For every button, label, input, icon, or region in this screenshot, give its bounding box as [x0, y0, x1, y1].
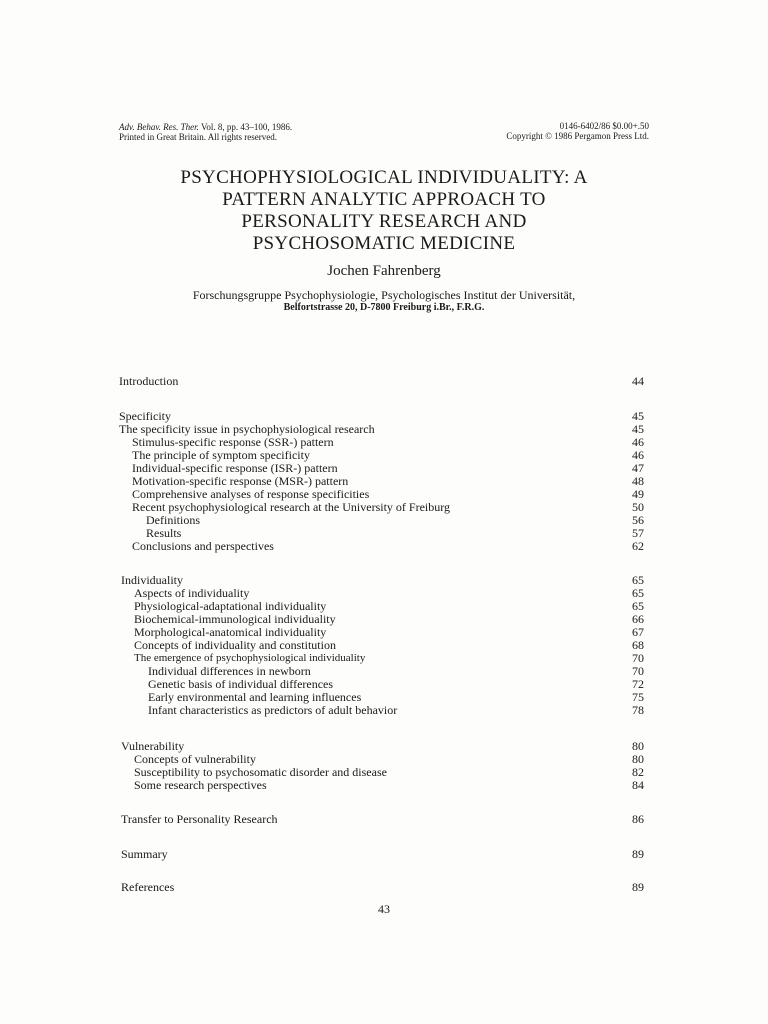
- toc-label: References: [121, 880, 175, 894]
- toc-page: 46: [632, 448, 644, 462]
- copyright-line: Copyright © 1986 Pergamon Press Ltd.: [506, 131, 649, 141]
- toc-label: Concepts of individuality and constitution: [134, 638, 336, 652]
- toc-entry: [119, 813, 644, 826]
- toc-label: Definitions: [146, 513, 200, 527]
- toc-label: The principle of symptom specificity: [132, 448, 310, 462]
- toc-entry: [119, 779, 644, 792]
- journal-volume: Vol. 8, pp. 43–100, 1986.: [201, 122, 293, 132]
- toc-page: 56: [632, 513, 644, 527]
- toc-page: 70: [632, 664, 644, 678]
- toc-label: Vulnerability: [121, 739, 185, 753]
- toc-label: Individuality: [121, 573, 183, 587]
- toc-page: 57: [632, 526, 644, 540]
- toc-page: 70: [632, 651, 644, 665]
- toc-label: Results: [146, 526, 182, 540]
- toc-page: 65: [632, 573, 644, 587]
- toc-page: 72: [632, 677, 644, 691]
- toc-page: 68: [632, 638, 644, 652]
- toc-page: 46: [632, 435, 644, 449]
- toc-page: 67: [632, 625, 644, 639]
- toc-entry: [119, 848, 644, 861]
- toc-page: 89: [632, 847, 644, 861]
- toc-label: Infant characteristics as predictors of adult behavior: [148, 703, 398, 717]
- toc-page: 66: [632, 612, 644, 626]
- toc-page: 78: [632, 703, 644, 717]
- toc-page: 47: [632, 461, 644, 475]
- toc-label: Physiological-adaptational individuality: [134, 599, 327, 613]
- toc-page: 44: [632, 374, 644, 388]
- page-number: 43: [378, 902, 390, 916]
- affiliation-institute: Forschungsgruppe Psychophysiologie, Psychologisches Institut der Universität,: [192, 288, 576, 302]
- toc-label: Specificity: [119, 409, 171, 423]
- title-line: PSYCHOPHYSIOLOGICAL INDIVIDUALITY: A: [180, 167, 588, 188]
- toc-entry: [119, 704, 644, 717]
- article-code: 0146-6402/86 $0.00+.50: [559, 121, 649, 131]
- author-name: Jochen Fahrenberg: [327, 263, 441, 279]
- toc-page: 80: [632, 739, 644, 753]
- toc-label: Introduction: [119, 374, 179, 388]
- toc-label: Susceptibility to psychosomatic disorder and disease: [134, 765, 387, 779]
- journal-citation: [119, 122, 292, 142]
- toc-label: Recent psychophysiological research at the University of Freiburg: [132, 500, 451, 514]
- toc-label: Aspects of individuality: [134, 586, 250, 600]
- toc-label: Individual-specific response (ISR-) pattern: [132, 461, 338, 475]
- toc-label: The emergence of psychophysiological individuality: [134, 652, 366, 664]
- toc-page: 86: [632, 812, 644, 826]
- toc-label: Some research perspectives: [134, 778, 267, 792]
- toc-label: Conclusions and perspectives: [132, 539, 274, 553]
- toc-page: 49: [632, 487, 644, 501]
- affiliation-address: Belfortstrasse 20, D-7800 Freiburg i.Br., F.R.G.: [283, 302, 485, 313]
- toc-label: Transfer to Personality Research: [121, 812, 278, 826]
- title-line: PERSONALITY RESEARCH AND: [241, 211, 527, 232]
- toc-label: Genetic basis of individual differences: [148, 677, 334, 691]
- title-line: PATTERN ANALYTIC APPROACH TO: [222, 189, 546, 210]
- toc-label: Comprehensive analyses of response specificities: [132, 487, 370, 501]
- article-title: [100, 167, 668, 255]
- toc-page: 84: [632, 778, 644, 792]
- journal-name: Adv. Behav. Res. Ther.: [119, 122, 199, 132]
- toc-entry: [119, 639, 644, 652]
- toc-page: 80: [632, 752, 644, 766]
- toc-label: Individual differences in newborn: [148, 664, 311, 678]
- copyright-block: [506, 121, 649, 141]
- toc-label: Morphological-anatomical individuality: [134, 625, 327, 639]
- toc-page: 45: [632, 422, 644, 436]
- toc-label: Concepts of vulnerability: [134, 752, 256, 766]
- toc-label: Biochemical-immunological individuality: [134, 612, 336, 626]
- toc-page: 50: [632, 500, 644, 514]
- toc-page: 82: [632, 765, 644, 779]
- toc-label: The specificity issue in psychophysiological research: [119, 422, 375, 436]
- toc-page: 62: [632, 539, 644, 553]
- toc-page: 75: [632, 690, 644, 704]
- toc-entry: [119, 375, 644, 388]
- toc-page: 65: [632, 599, 644, 613]
- toc-label: Motivation-specific response (MSR-) pattern: [132, 474, 349, 488]
- toc-label: Early environmental and learning influences: [148, 690, 362, 704]
- toc-page: 65: [632, 586, 644, 600]
- toc-page: 89: [632, 880, 644, 894]
- toc-page: 48: [632, 474, 644, 488]
- toc-page: 45: [632, 409, 644, 423]
- toc-entry: [119, 514, 644, 527]
- printed-notice: Printed in Great Britain. All rights reserved.: [119, 132, 277, 142]
- toc-label: Stimulus-specific response (SSR-) pattern: [132, 435, 334, 449]
- toc-entry: [119, 540, 644, 553]
- toc-label: Summary: [121, 847, 168, 861]
- title-line: PSYCHOSOMATIC MEDICINE: [252, 233, 516, 254]
- toc-entry: [119, 881, 644, 894]
